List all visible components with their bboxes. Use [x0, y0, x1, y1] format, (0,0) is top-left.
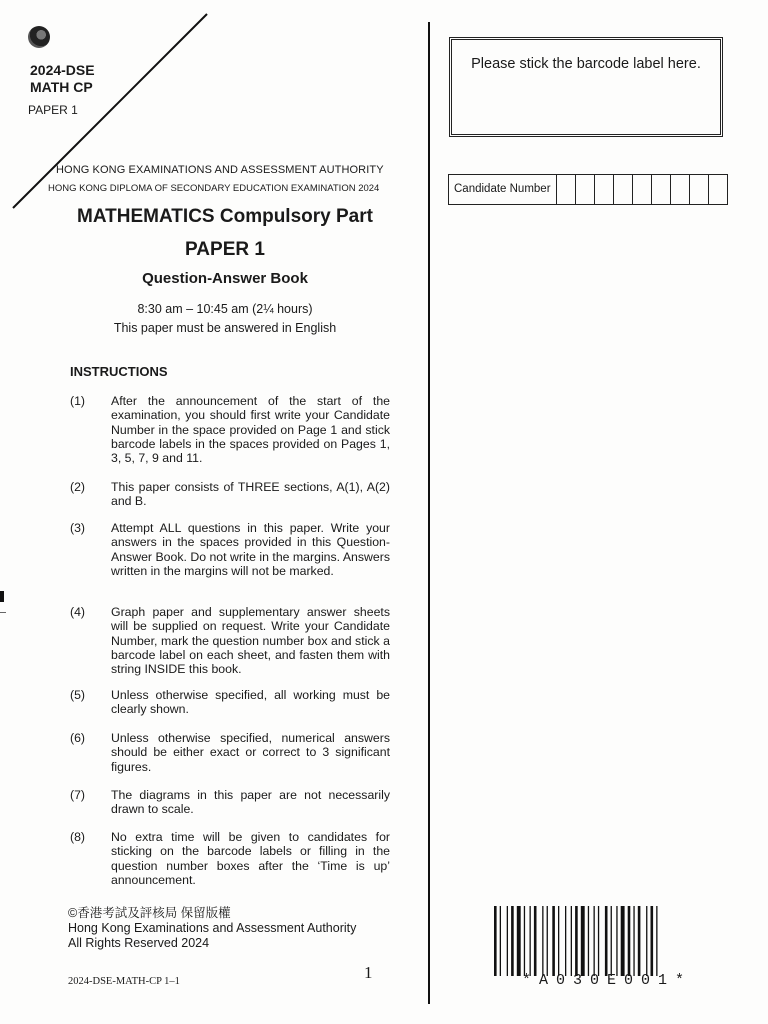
paper-title: PAPER 1 [185, 239, 265, 260]
page-number: 1 [364, 963, 373, 982]
instruction-number: (5) [70, 688, 86, 702]
book-title: Question-Answer Book [142, 270, 308, 287]
barcode-image [494, 906, 720, 976]
exam-time: 8:30 am – 10:45 am (2¼ hours) [137, 302, 313, 316]
instruction-number: (2) [70, 480, 86, 494]
instruction-text: After the announcement of the start of the examination, you should first write your Candidate Number in the space provided on Page 1 and stick barcode labels in the spaces provided on Pages 1, 3, 5, 7, 9 and 11. [111, 394, 390, 466]
paper-code-line1: 2024-DSE [30, 62, 95, 78]
column-divider [428, 22, 430, 1004]
paper-code-line2: MATH CP [30, 79, 93, 95]
instruction-number: (1) [70, 394, 86, 408]
exam-name: HONG KONG DIPLOMA OF SECONDARY EDUCATION EXAMINATION 2024 [48, 183, 380, 194]
barcode-label-box [449, 37, 723, 137]
instruction-number: (7) [70, 788, 86, 802]
candidate-digit-box[interactable] [614, 175, 633, 204]
margin-tick [0, 612, 6, 613]
language-note: This paper must be answered in English [113, 321, 337, 335]
barcode-number: *A030E001* [521, 972, 692, 989]
candidate-digit-box[interactable] [557, 175, 576, 204]
instruction-text: Graph paper and supplementary answer sheets will be supplied on request. Write your Candidate Number, mark the question number box and stick a barcode label on each sheet, and fasten them with string INSIDE this book. [111, 605, 390, 677]
instruction-number: (8) [70, 830, 86, 844]
candidate-digit-box[interactable] [671, 175, 690, 204]
barcode-label-instruction: Please stick the barcode label here. [471, 56, 701, 72]
candidate-digit-box[interactable] [652, 175, 671, 204]
candidate-digit-box[interactable] [709, 175, 727, 204]
instruction-text: The diagrams in this paper are not necessarily drawn to scale. [111, 788, 390, 817]
candidate-digit-box[interactable] [576, 175, 595, 204]
candidate-number-label: Candidate Number [449, 175, 557, 204]
instruction-text: Unless otherwise specified, numerical answers should be either exact or correct to 3 significant figures. [111, 731, 390, 774]
paper-code-small: PAPER 1 [28, 103, 78, 117]
copyright-notice [68, 906, 356, 951]
instruction-text: Attempt ALL questions in this paper. Write your answers in the spaces provided in this Question-Answer Book. Do not write in the margins. Answers written in the margins will not be marked. [111, 521, 390, 578]
copyright-chinese: ©香港考試及評核局 保留版權 [68, 906, 231, 920]
instructions-heading: INSTRUCTIONS [70, 364, 168, 379]
candidate-number-field[interactable] [448, 174, 728, 205]
instruction-number: (6) [70, 731, 86, 745]
instruction-text: This paper consists of THREE sections, A(1), A(2) and B. [111, 480, 390, 509]
copyright-english: Hong Kong Examinations and Assessment Authority [68, 921, 357, 935]
candidate-digit-box[interactable] [690, 175, 709, 204]
margin-mark [0, 591, 4, 602]
authority-name: HONG KONG EXAMINATIONS AND ASSESSMENT AUTHORITY [56, 164, 384, 176]
instruction-text: No extra time will be given to candidates for sticking on the barcode labels or filling in the question number boxes after the ‘Time is up’ announcement. [111, 830, 390, 887]
instruction-text: Unless otherwise specified, all working must be clearly shown. [111, 688, 390, 717]
subject-title: MATHEMATICS Compulsory Part [77, 206, 373, 227]
instruction-number: (3) [70, 521, 86, 535]
candidate-digit-box[interactable] [595, 175, 614, 204]
copyright-rights: All Rights Reserved 2024 [68, 936, 210, 950]
footer-paper-code: 2024-DSE-MATH-CP 1–1 [68, 976, 180, 987]
instruction-number: (4) [70, 605, 86, 619]
candidate-digit-box[interactable] [633, 175, 652, 204]
